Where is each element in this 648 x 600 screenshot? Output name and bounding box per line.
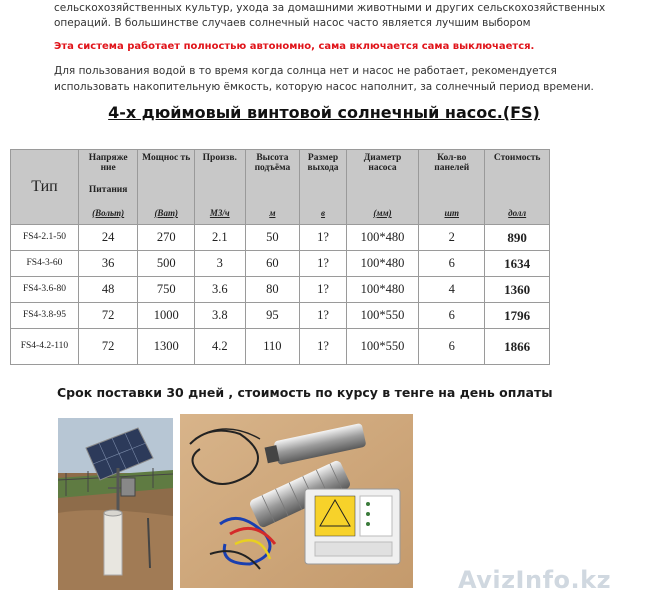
col-power bbox=[138, 150, 195, 225]
pump-kit-photo bbox=[180, 414, 413, 588]
cell-panels: 6 bbox=[419, 329, 485, 365]
table-header-row bbox=[11, 150, 550, 225]
col-power-unit: (Ват) bbox=[154, 208, 178, 218]
col-price-unit: долл bbox=[508, 208, 527, 218]
cell-panels: 4 bbox=[419, 277, 485, 303]
intro-line-2: операций. В большинстве случаев солнечный насос часто является лучшим выбором bbox=[54, 17, 531, 29]
cell-price: 1634 bbox=[485, 251, 550, 277]
col-panels-label: Кол-во панелей bbox=[434, 153, 470, 173]
cell-type: FS4-4.2-110 bbox=[11, 329, 79, 365]
cell-voltage: 72 bbox=[78, 329, 138, 365]
col-outlet bbox=[300, 150, 347, 225]
cell-voltage: 24 bbox=[78, 225, 138, 251]
col-panels-unit: шт bbox=[444, 208, 459, 218]
col-flow-unit: М3/ч bbox=[209, 208, 230, 218]
pump-spec-table bbox=[10, 149, 550, 365]
intro-line-3: Для пользования водой в то время когда солнца нет и насос не работает, рекомендуется bbox=[54, 65, 557, 77]
cell-outlet: 1? bbox=[300, 329, 347, 365]
table-row bbox=[11, 277, 550, 303]
cell-power: 500 bbox=[138, 251, 195, 277]
cell-outlet: 1? bbox=[300, 277, 347, 303]
cell-head: 110 bbox=[245, 329, 300, 365]
cell-voltage: 72 bbox=[78, 303, 138, 329]
col-outlet-label: Размер выхода bbox=[307, 153, 339, 173]
intro-line-4: использовать накопительную ёмкость, которую насос наполнит, за солнечный период времени. bbox=[54, 81, 594, 93]
col-diameter-unit: (мм) bbox=[373, 208, 392, 218]
cell-head: 95 bbox=[245, 303, 300, 329]
cell-flow: 2.1 bbox=[194, 225, 245, 251]
col-price bbox=[485, 150, 550, 225]
table-row bbox=[11, 251, 550, 277]
autonomy-note: Эта система работает полностью автономно, сама включается сама выключается. bbox=[54, 41, 535, 52]
cell-flow: 4.2 bbox=[194, 329, 245, 365]
col-voltage-label: Напряже ние bbox=[88, 153, 128, 173]
cell-price: 890 bbox=[485, 225, 550, 251]
cell-diameter: 100*550 bbox=[346, 303, 418, 329]
col-panels bbox=[419, 150, 485, 225]
cell-panels: 2 bbox=[419, 225, 485, 251]
col-type: Тип bbox=[11, 150, 79, 225]
cell-voltage: 48 bbox=[78, 277, 138, 303]
table-row bbox=[11, 329, 550, 365]
cell-voltage: 36 bbox=[78, 251, 138, 277]
watermark-logo: AvizInfo.kz bbox=[458, 566, 612, 594]
cell-diameter: 100*480 bbox=[346, 251, 418, 277]
cell-outlet: 1? bbox=[300, 251, 347, 277]
col-head-label: Высота подъёма bbox=[254, 153, 291, 173]
col-outlet-unit: в bbox=[321, 208, 326, 218]
cell-flow: 3 bbox=[194, 251, 245, 277]
section-heading: 4-х дюймовый винтовой солнечный насос.(FS) bbox=[108, 103, 540, 122]
col-voltage-label-2: Питания bbox=[88, 185, 128, 195]
table-row bbox=[11, 303, 550, 329]
table-row bbox=[11, 225, 550, 251]
cell-diameter: 100*480 bbox=[346, 277, 418, 303]
cell-flow: 3.8 bbox=[194, 303, 245, 329]
col-flow-label: Произв. bbox=[202, 153, 237, 163]
cell-price: 1796 bbox=[485, 303, 550, 329]
cell-head: 50 bbox=[245, 225, 300, 251]
col-voltage-unit: (Вольт) bbox=[92, 208, 125, 218]
col-diameter-label: Диаметр насоса bbox=[363, 153, 402, 173]
cell-power: 1300 bbox=[138, 329, 195, 365]
cell-outlet: 1? bbox=[300, 303, 347, 329]
cell-type: FS4-3.8-95 bbox=[11, 303, 79, 329]
cell-type: FS4-3-60 bbox=[11, 251, 79, 277]
cell-diameter: 100*480 bbox=[346, 225, 418, 251]
cell-power: 1000 bbox=[138, 303, 195, 329]
cell-head: 60 bbox=[245, 251, 300, 277]
cell-head: 80 bbox=[245, 277, 300, 303]
cell-price: 1866 bbox=[485, 329, 550, 365]
col-voltage bbox=[78, 150, 138, 225]
col-head bbox=[245, 150, 300, 225]
cell-panels: 6 bbox=[419, 303, 485, 329]
cell-panels: 6 bbox=[419, 251, 485, 277]
cell-type: FS4-2.1-50 bbox=[11, 225, 79, 251]
col-diameter bbox=[346, 150, 418, 225]
cell-flow: 3.6 bbox=[194, 277, 245, 303]
col-head-unit: м bbox=[269, 208, 276, 218]
col-power-label: Мощнос ть bbox=[142, 153, 191, 163]
cell-type: FS4-3.6-80 bbox=[11, 277, 79, 303]
delivery-terms: Срок поставки 30 дней , стоимость по курсу в тенге на день оплаты bbox=[57, 385, 553, 400]
cell-power: 750 bbox=[138, 277, 195, 303]
col-flow bbox=[194, 150, 245, 225]
cell-diameter: 100*550 bbox=[346, 329, 418, 365]
intro-line-1: сельскохозяйственных культур, ухода за домашними животными и других сельскохозяйственных bbox=[54, 2, 606, 14]
cell-outlet: 1? bbox=[300, 225, 347, 251]
solar-installation-photo bbox=[58, 418, 173, 590]
cell-power: 270 bbox=[138, 225, 195, 251]
cell-price: 1360 bbox=[485, 277, 550, 303]
col-price-label: Стоимость bbox=[493, 153, 541, 163]
